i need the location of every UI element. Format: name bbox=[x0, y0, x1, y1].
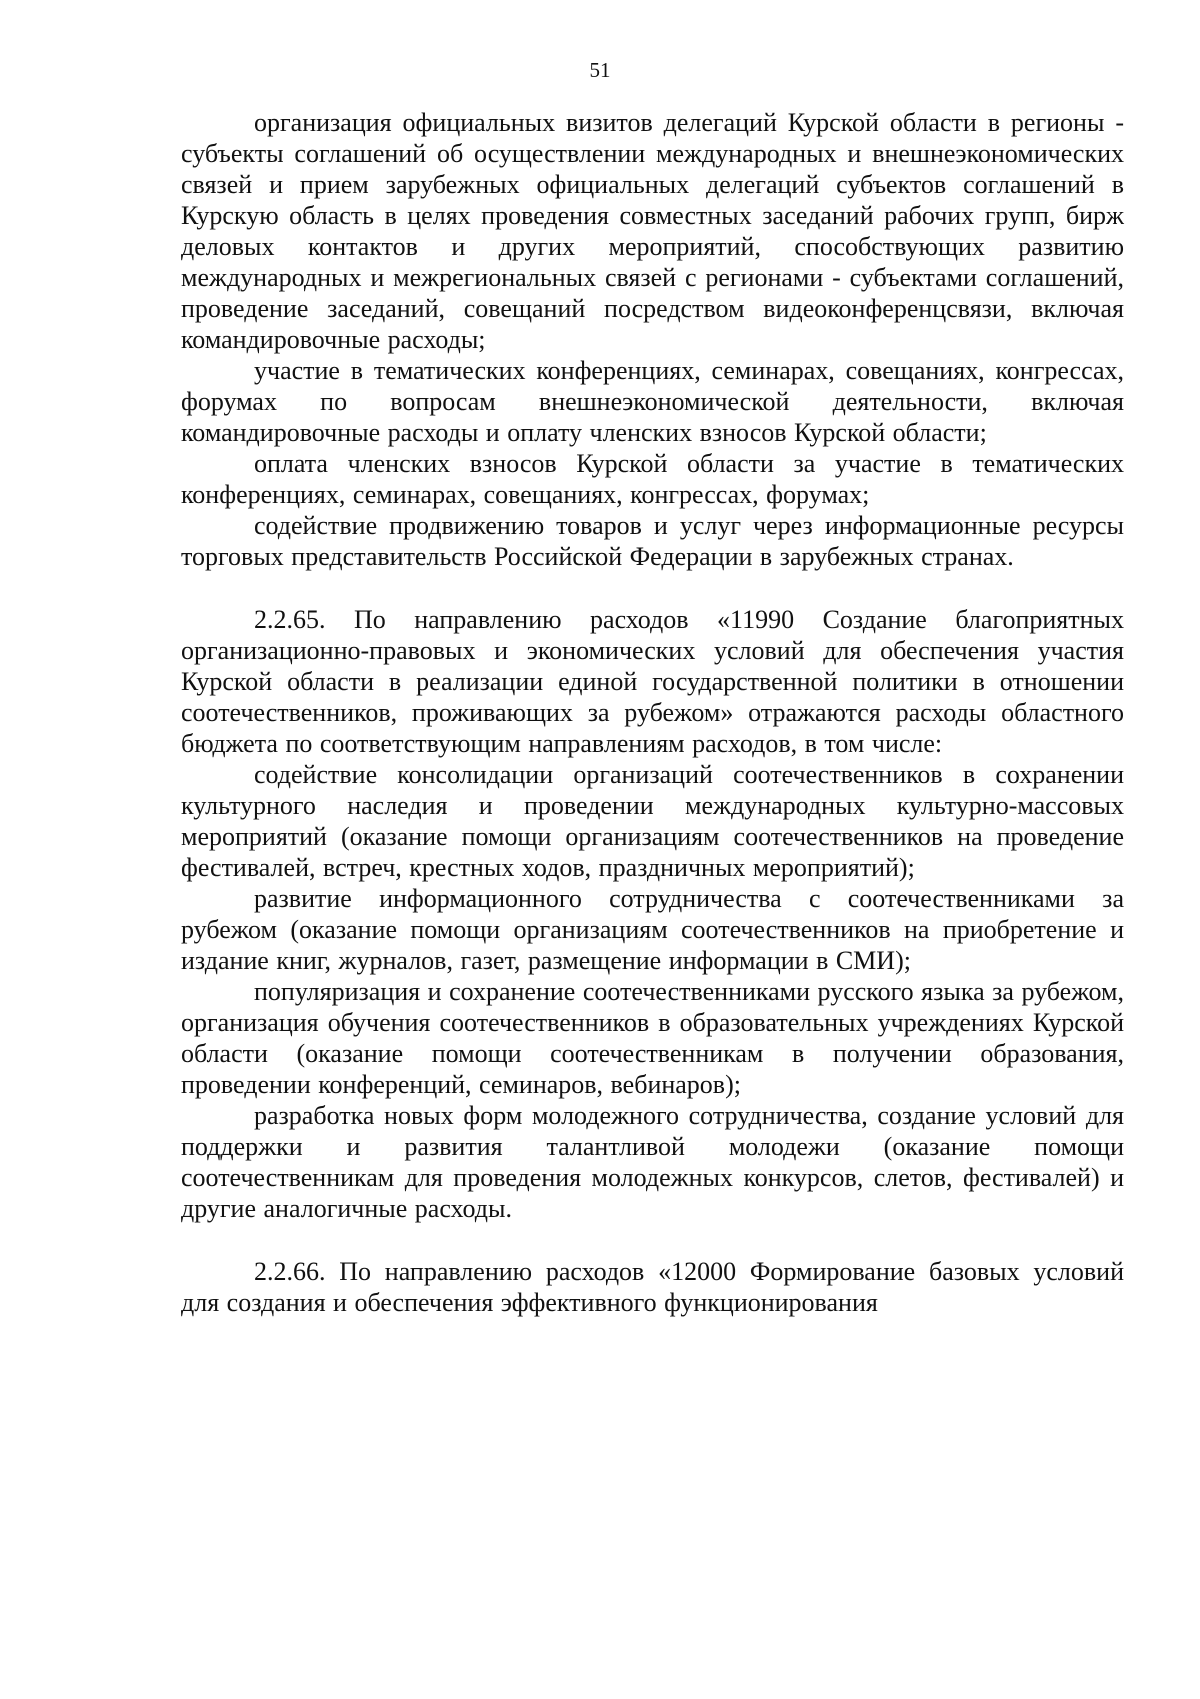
document-body bbox=[181, 107, 1124, 1318]
page-number: 51 bbox=[589, 58, 611, 82]
paragraph-russian-language: популяризация и сохранение соотечественниками русского языка за рубежом, организация обучения соотечественников в образовательных учреждениях Курской области (оказание помощи соотечественникам в получении образования, проведении конференций, семинаров, вебинаров); bbox=[181, 977, 1124, 1099]
section-spacer bbox=[181, 1224, 1124, 1256]
paragraph-official-visits: организация официальных визитов делегаций Курской области в регионы - субъекты соглашений об осуществлении международных и внешнеэкономических связей и прием зарубежных официальных делегаций субъектов соглашений в Курскую область в целях проведения совместных заседаний рабочих групп, бирж деловых контактов и других мероприятий, способствующих развитию международных и межрегиональных связей с регионами - субъектами соглашений, проведение заседаний, совещаний посредством видеоконференцсвязи, включая командировочные расходы; bbox=[181, 108, 1124, 354]
paragraph-information-cooperation: развитие информационного сотрудничества с соотечественниками за рубежом (оказание помощи организациям соотечественников на приобретение и издание книг, журналов, газет, размещение информации в СМИ); bbox=[181, 884, 1124, 975]
paragraph-compatriot-consolidation: содействие консолидации организаций соотечественников в сохранении культурного наследия и проведении международных культурно-массовых мероприятий (оказание помощи организациям соотечественников на проведение фестивалей, встреч, крестных ходов, праздничных мероприятий); bbox=[181, 760, 1124, 882]
paragraph-trade-promotion: содействие продвижению товаров и услуг через информационные ресурсы торговых представительств Российской Федерации в зарубежных странах. bbox=[181, 511, 1124, 571]
paragraph-conference-participation: участие в тематических конференциях, семинарах, совещаниях, конгрессах, форумах по вопросам внешнеэкономической деятельности, включая командировочные расходы и оплату членских взносов Курской области; bbox=[181, 356, 1124, 447]
section-spacer bbox=[181, 572, 1124, 604]
paragraph-membership-fees: оплата членских взносов Курской области за участие в тематических конференциях, семинарах, совещаниях, конгрессах, форумах; bbox=[181, 449, 1124, 509]
paragraph-youth-cooperation: разработка новых форм молодежного сотрудничества, создание условий для поддержки и развития талантливой молодежи (оказание помощи соотечественникам для проведения молодежных конкурсов, слетов, фестивалей) и другие аналогичные расходы. bbox=[181, 1101, 1124, 1223]
section-2-2-65-heading: 2.2.65. По направлению расходов «11990 Создание благоприятных организационно-правовых и экономических условий для обеспечения участия Курской области в реализации единой государственной политики в отношении соотечественников, проживающих за рубежом» отражаются расходы областного бюджета по соответствующим направлениям расходов, в том числе: bbox=[181, 605, 1124, 758]
section-2-2-66-heading: 2.2.66. По направлению расходов «12000 Формирование базовых условий для создания и обеспечения эффективного функционирования bbox=[181, 1257, 1124, 1317]
